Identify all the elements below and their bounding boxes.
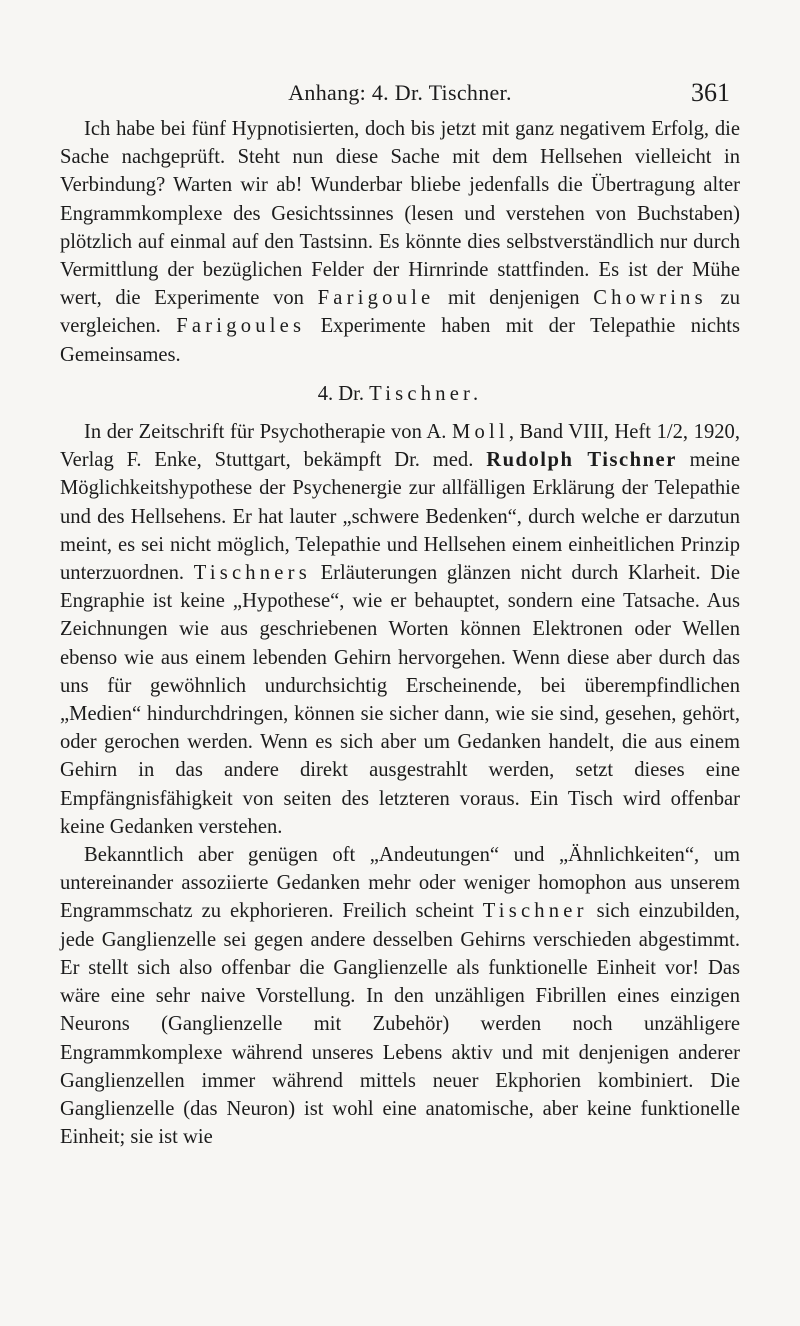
paragraph-1: [60, 115, 740, 369]
text-run: In der Zeitschrift für Psychotherapie von A.: [84, 421, 452, 444]
text-run: Erläuterungen glänzen nicht durch Klarheit. Die Engraphie ist keine „Hypothese“, wie er behauptet, sondern eine Tatsache. Aus Zeichnungen wie aus geschriebenen Worten können Elektronen oder Wellen ebenso wie aus einem lebenden Gehirn hervorgehen. Wenn diese aber durch das uns für gewöhnlich undurchsichtig Erscheinende, bei überempfindlichen „Medien“ hindurchdringen, können sie sicher dann, wie sie sind, gesehen, gehört, oder gerochen werden. Wenn es sich aber um Gedanken handelt, die aus einem Gehirn in das andere direkt ausgestrahlt werden, setzt dieses eine Empfängnisfähigkeit von seiten des letzteren voraus. Ein Tisch wird offenbar keine Gedanken verstehen.: [60, 562, 741, 838]
running-title: Anhang: 4. Dr. Tischner.: [288, 80, 512, 105]
section-name: Tischner.: [369, 382, 483, 405]
text-run: Bekanntlich aber genügen oft „Andeutungen“ und „Ähnlichkeiten“, um untereinander assoziierte Gedanken mehr oder weniger homophon aus unserem Engrammschatz zu ekphorieren. Freilich scheint: [60, 844, 740, 923]
text-run: meine Möglichkeitshypothese der Psychenergie zur allfälligen Erklärung der Telepathie und des Hellsehens. Er hat lauter „schwere Bedenken“, durch welche er darzutun meint, es sei nicht möglich, Telepathie und Hellsehen einem einheitlichen Prinzip unterzuordnen.: [60, 449, 740, 585]
name-spaced: Farigoule: [317, 287, 435, 310]
body-text: [60, 115, 740, 1151]
text-run: Ich habe bei fünf Hypnotisierten, doch bis jetzt mit ganz negativem Erfolg, die Sache nachgeprüft. Steht nun diese Sache mit dem Hellsehen vielleicht in Verbindung? Warten wir ab! Wunderbar bliebe jedenfalls die Übertragung alter Engrammkomplexe des Gesichtssinnes (lesen und verstehen von Buchstaben) plötzlich auf einmal auf den Tastsinn. Es könnte dies selbstverständlich nur durch Vermittlung der bezüglichen Felder der Hirnrinde stattfinden. Es ist der Mühe wert, die Experimente von: [60, 118, 740, 310]
paragraph-2: [60, 418, 740, 841]
text-run: mit denjenigen: [434, 287, 594, 310]
name-spaced: Moll: [451, 421, 509, 444]
name-spaced: Farigoules: [176, 315, 306, 338]
name-spaced: Tischners: [193, 562, 311, 585]
text-run: zu vergleichen.: [60, 287, 740, 338]
text-run: , Band VIII, Heft 1/2, 1920, Verlag F. Enke, Stuttgart, bekämpft Dr. med.: [60, 421, 740, 472]
page-number: 361: [691, 78, 730, 107]
page-header: [60, 60, 740, 107]
name-spaced: Tischner: [482, 900, 588, 923]
text-run: sich einzubilden, jede Ganglienzelle sei gegen andere desselben Gehirns verschieden abgestimmt. Er stellt sich also offenbar die Ganglienzelle als funktionelle Einheit vor! Das wäre eine sehr naive Vorstellung. In den unzähligen Fibrillen eines einzigen Neurons (Ganglienzelle mit Zubehör) werden noch unzähligere Engrammkomplexe während unseres Lebens aktiv und mit denjenigen anderer Ganglienzellen immer während mittels neuer Ekphorien kombiniert. Die Ganglienzelle (das Neuron) ist wohl eine anatomische, aber keine funktionelle Einheit; sie ist wie: [60, 900, 740, 1149]
section-heading: [60, 380, 740, 408]
name-spaced: Chowrins: [593, 287, 707, 310]
section-number: 4. Dr.: [317, 382, 370, 405]
name-spaced: Rudolph Tischner: [486, 449, 677, 472]
text-run: Experimente haben mit der Telepathie nichts Gemeinsames.: [60, 315, 740, 366]
paragraph-3: [60, 841, 740, 1151]
